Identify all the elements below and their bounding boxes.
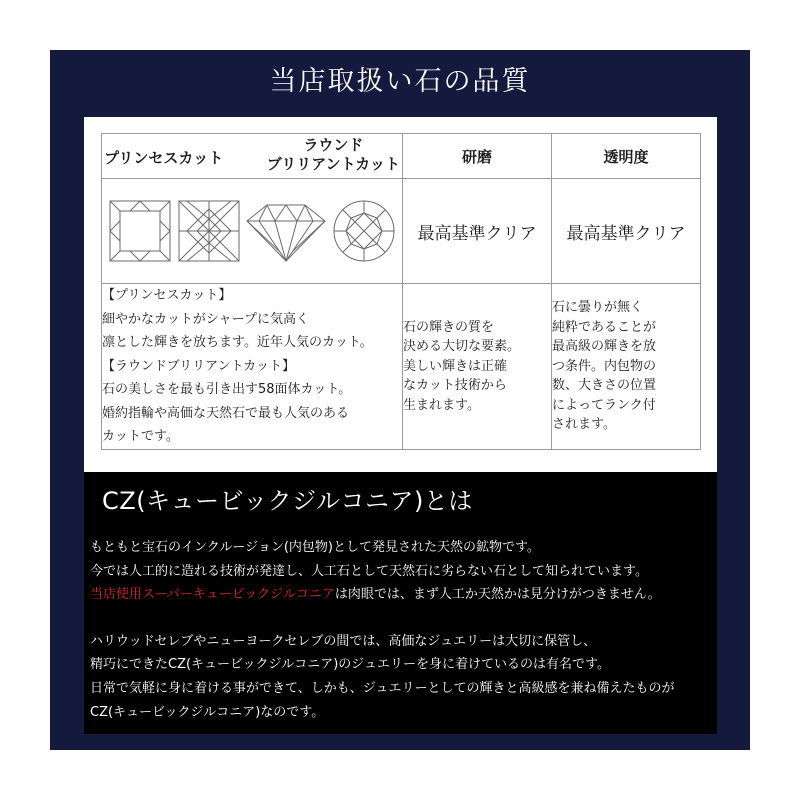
clarity-description [552, 284, 701, 450]
cz-text-line [90, 583, 674, 607]
clarity-desc-line: 石に曇りが無く [552, 300, 644, 315]
cz-text-line: CZ(キュービックジルコニア)なのです。 [90, 704, 325, 720]
quality-panel [50, 50, 750, 750]
cz-text-line: 精巧にできたCZ(キュービックジルコニア)のジュエリーを身に着けているのは有名です。 [90, 657, 610, 673]
polish-desc-line: 生まれます。 [403, 397, 480, 413]
polish-desc-line: 石の輝きの質を [403, 319, 495, 335]
polish-description [403, 284, 552, 450]
table-grade-row [102, 179, 701, 284]
quality-table [101, 133, 701, 450]
cz-highlight-text: 当店使用スーパーキュービックジルコニア [90, 587, 335, 603]
cut-desc-line: 婚約指輪や高価な天然石で最も人気のある [102, 405, 350, 421]
round-brilliant-side-icon [245, 199, 327, 263]
quality-table-container [84, 117, 717, 472]
princess-cut-facet-icon [177, 199, 241, 263]
polish-grade: 最高基準クリア [403, 179, 552, 284]
table-header-row [102, 134, 701, 179]
clarity-desc-line: 数、大きさの位置 [552, 378, 657, 393]
cut-desc-line: 【ラウンドブリリアントカット】 [102, 358, 296, 374]
cz-body [90, 536, 674, 724]
table-description-row [102, 284, 701, 450]
clarity-desc-line: されます。 [552, 417, 616, 432]
polish-desc-line: 美しい輝きは正確 [403, 358, 508, 374]
clarity-desc-line: 純粋であることが [552, 319, 657, 335]
cut-desc-line: 凛とした輝きを放ちます。近年人気のカット。 [102, 335, 373, 350]
cut-desc-line: 【プリンセスカット】 [102, 288, 232, 303]
clarity-desc-line: つ条件。内包物の [552, 358, 657, 374]
cz-text-line: 日常で気軽に身に着ける事ができて、しかも、ジュエリーとしての輝きと高級感を兼ね備えたものが [90, 680, 675, 696]
princess-cut-icon [108, 199, 172, 263]
header-polish: 研磨 [403, 134, 552, 179]
cut-desc-line: カットです。 [102, 429, 179, 444]
cut-desc-line: 細やかなカットがシャープに気高く [102, 311, 309, 327]
clarity-desc-line: によってランク付 [552, 397, 656, 413]
page-title: 当店取扱い石の品質 [269, 66, 531, 97]
header-round-line1: ラウンド [303, 136, 364, 154]
cz-text-line: もともと宝石のインクルージョン(内包物)として発見された天然の鉱物です。 [90, 540, 540, 555]
header-clarity: 透明度 [552, 134, 701, 179]
cz-title: CZ(キュービックジルコニア)とは [102, 487, 473, 515]
header-princess-cut: プリンセスカット [104, 149, 224, 167]
gem-illustrations [102, 179, 403, 284]
header-round-line2: ブリリアントカット [266, 155, 400, 173]
cz-text-line: ハリウッドセレブやニューヨークセレブの間では、高価なジュエリーは大切に保管し、 [90, 633, 597, 649]
clarity-grade: 最高基準クリア [552, 179, 701, 284]
cut-desc-line: 石の美しさを最も引き出す58面体カット。 [102, 382, 352, 397]
cz-text-rest: は肉眼では、まず人工か天然かは見分けがつきません。 [334, 587, 661, 603]
round-brilliant-top-icon [332, 199, 396, 263]
cut-description [102, 284, 403, 450]
cz-text-line: 今では人工的に造れる技術が発達し、人工石として天然石に劣らない石として知られています。 [90, 563, 648, 579]
clarity-desc-line: 最高級の輝きを放 [552, 339, 657, 354]
polish-desc-line: なカット技術から [403, 378, 507, 393]
cz-section [84, 472, 717, 734]
polish-desc-line: 決める大切な要素。 [403, 339, 521, 354]
header-round-brilliant-cut [267, 136, 400, 174]
header-cut [102, 134, 403, 179]
